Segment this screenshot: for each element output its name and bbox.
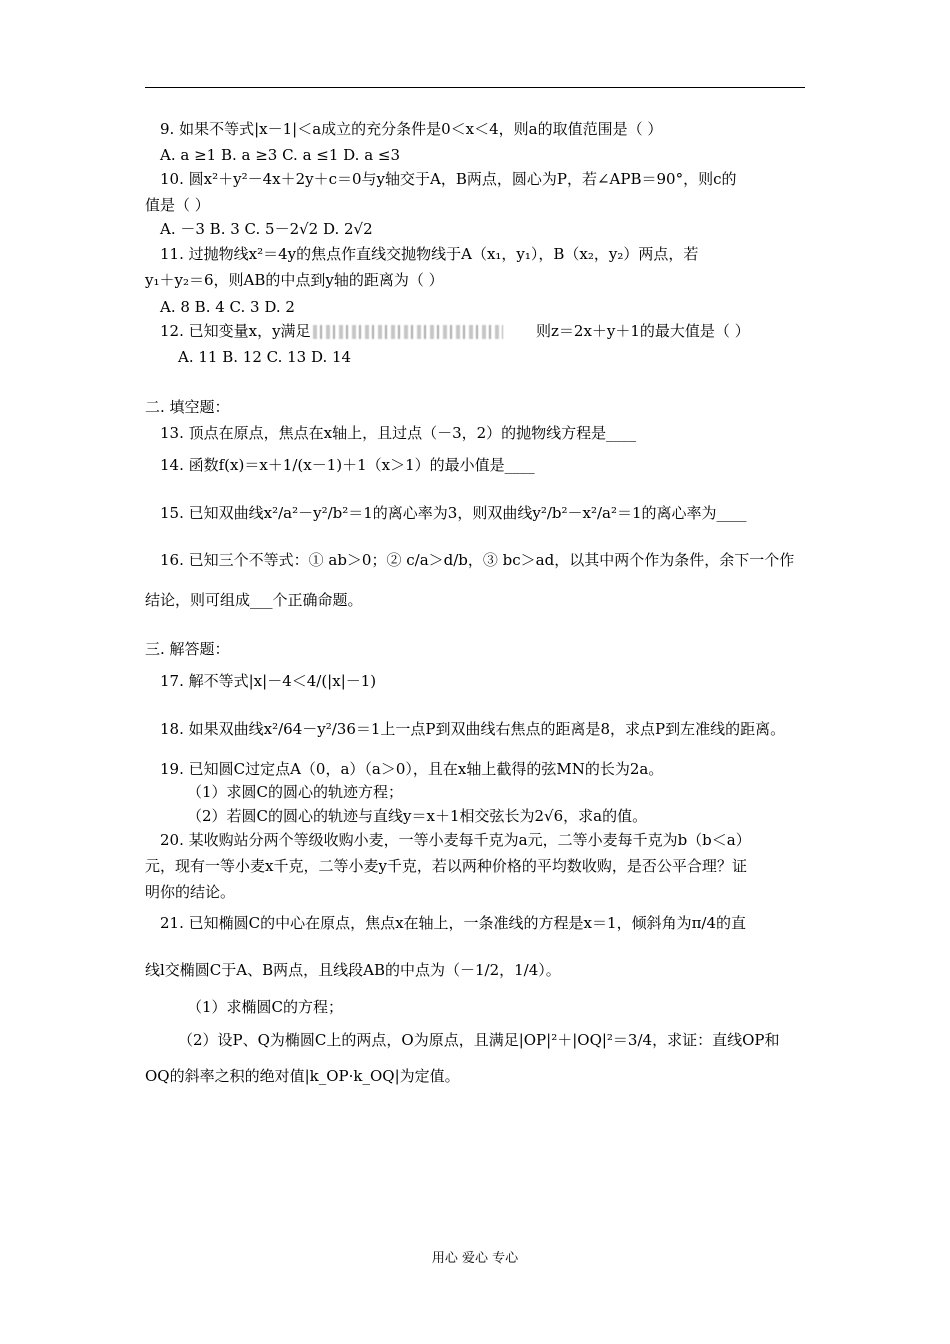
text-line: 11. 过抛物线x²＝4y的焦点作直线交抛物线于A（x₁，y₁），B（x₂，y₂）两点，若 bbox=[160, 245, 699, 263]
text-line: A. 8 B. 4 C. 3 D. 2 bbox=[160, 298, 295, 316]
text-line: （2）若圆C的圆心的轨迹与直线y＝x＋1相交弦长为2√6，求a的值。 bbox=[187, 807, 648, 825]
text-line: 21. 已知椭圆C的中心在原点，焦点x在轴上，一条准线的方程是x＝1，倾斜角为π/4的直 bbox=[160, 914, 747, 932]
text-line: 9. 如果不等式|x－1|＜a成立的充分条件是0＜x＜4，则a的取值范围是（ ） bbox=[160, 120, 663, 138]
text-line: 值是（ ） bbox=[145, 196, 210, 214]
text-line: 10. 圆x²＋y²－4x＋2y＋c＝0与y轴交于A，B两点，圆心为P，若∠APB＝90°，则c的 bbox=[160, 170, 737, 188]
text-line: A. －3 B. 3 C. 5－2√2 D. 2√2 bbox=[160, 220, 373, 238]
text-line: 结论，则可组成___个正确命题。 bbox=[145, 591, 363, 609]
text-line: y₁＋y₂＝6，则AB的中点到y轴的距离为（ ） bbox=[145, 271, 444, 289]
text-line: 14. 函数f(x)＝x＋1/(x－1)＋1（x＞1）的最小值是____ bbox=[160, 456, 535, 474]
text-line: A. 11 B. 12 C. 13 D. 14 bbox=[178, 348, 352, 366]
text-line: 17. 解不等式|x|－4＜4/(|x|－1) bbox=[160, 672, 377, 690]
text-line: （2）设P、Q为椭圆C上的两点，O为原点，且满足|OP|²＋|OQ|²＝3/4，求证：直线OP和 bbox=[178, 1031, 780, 1049]
text-line: OQ的斜率之积的绝对值|k_OP·k_OQ|为定值。 bbox=[145, 1067, 460, 1085]
text-line: （1）求椭圆C的方程； bbox=[187, 998, 344, 1016]
text-line: 三. 解答题： bbox=[145, 640, 230, 658]
text-line: 20. 某收购站分两个等级收购小麦，一等小麦每千克为a元，二等小麦每千克为b（b＜a） bbox=[160, 831, 751, 849]
header-rule bbox=[145, 87, 805, 88]
text-line: 二. 填空题： bbox=[145, 398, 230, 416]
text-line: 12. 已知变量x，y满足 bbox=[160, 321, 505, 341]
text-line: 明你的结论。 bbox=[145, 883, 236, 901]
text-line: 18. 如果双曲线x²/64－y²/36＝1上一点P到双曲线右焦点的距离是8，求点P到左准线的距离。 bbox=[160, 720, 786, 738]
blurred-constraint-system bbox=[313, 325, 503, 339]
text-line: 16. 已知三个不等式：① ab＞0；② c/a＞d/b，③ bc＞ad，以其中两个作为条件，余下一个作 bbox=[160, 551, 795, 569]
text-line: 元，现有一等小麦x千克，二等小麦y千克，若以两种价格的平均数收购，是否公平合理？证 bbox=[145, 857, 747, 875]
text-line: 13. 顶点在原点，焦点在x轴上，且过点（－3，2）的抛物线方程是____ bbox=[160, 424, 637, 442]
text-line: 则z＝2x＋y＋1的最大值是（ ） bbox=[536, 322, 750, 340]
text-line: 19. 已知圆C过定点A（0，a）（a＞0），且在x轴上截得的弦MN的长为2a。 bbox=[160, 760, 664, 778]
text-line: 15. 已知双曲线x²/a²－y²/b²＝1的离心率为3，则双曲线y²/b²－x²/a²＝1的离心率为____ bbox=[160, 504, 747, 522]
text-line: 线l交椭圆C于A、B两点，且线段AB的中点为（－1/2，1/4）。 bbox=[145, 961, 561, 979]
page-footer: 用心 爱心 专心 bbox=[431, 1251, 519, 1266]
text-line: A. a ≥1 B. a ≥3 C. a ≤1 D. a ≤3 bbox=[160, 146, 401, 164]
text-line: （1）求圆C的圆心的轨迹方程； bbox=[187, 783, 404, 801]
